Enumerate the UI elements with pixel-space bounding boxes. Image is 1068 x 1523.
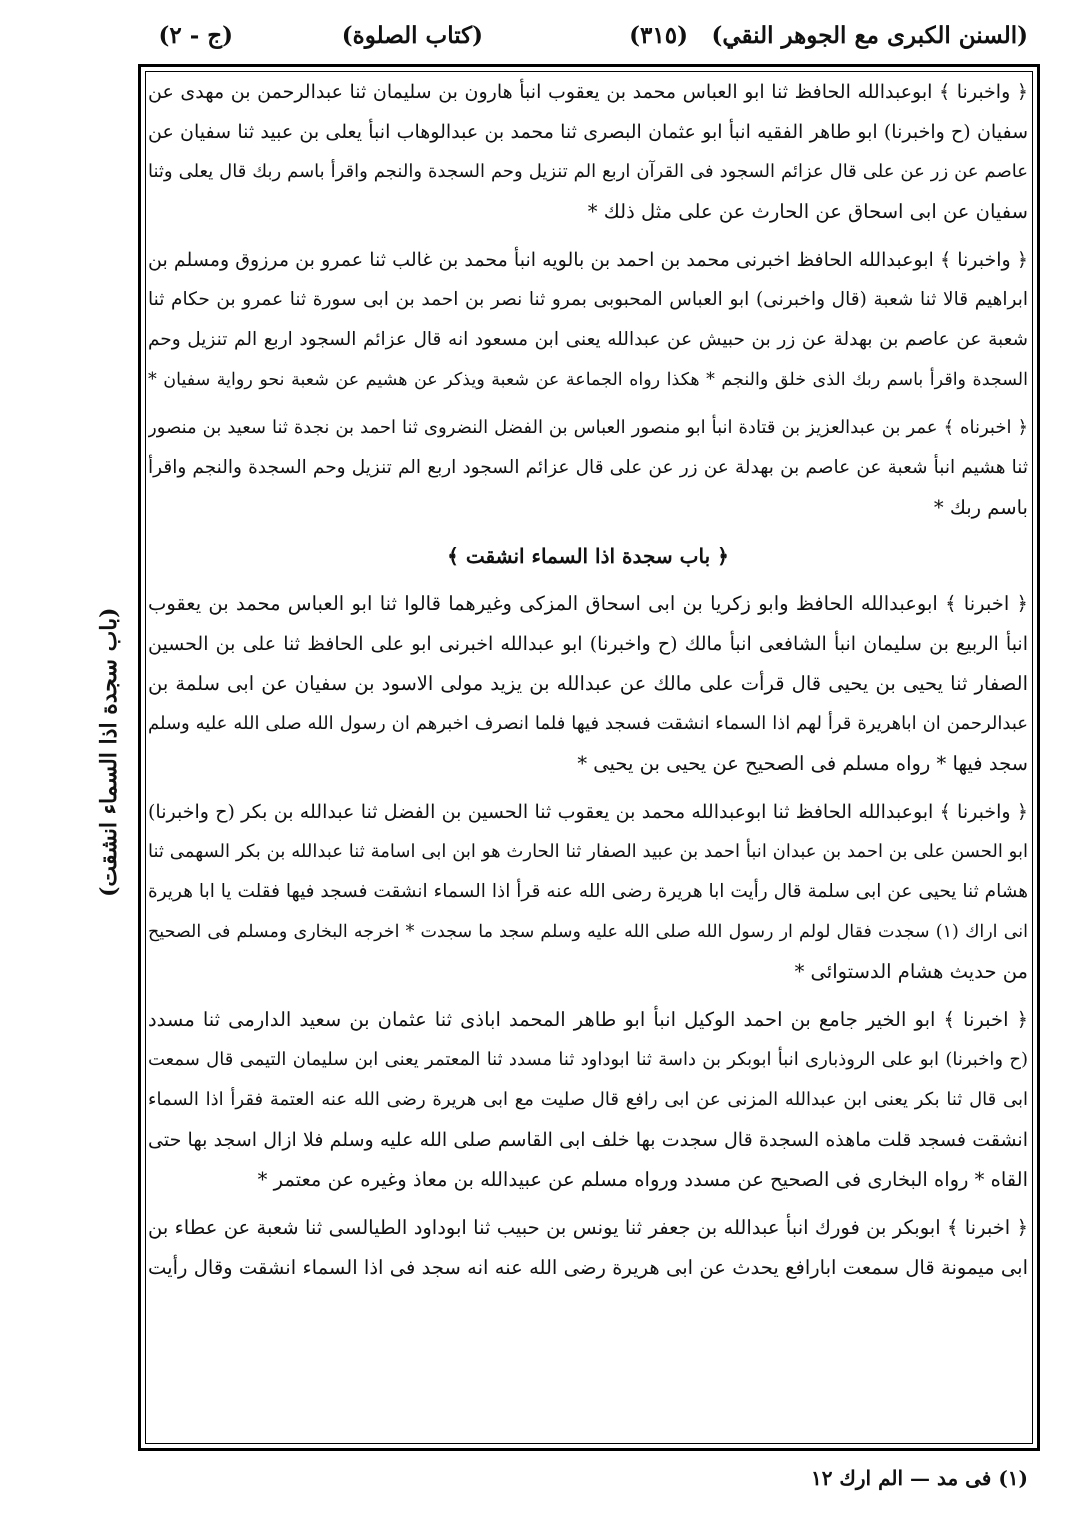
- text-line: من حديث هشام الدستوائى *: [794, 960, 1028, 983]
- text-line: عاصم عن زر عن على قال عزائم السجود فى القرآن اربع الم تنزيل وحم السجدة والنجم واقرأ باسم ربك قال يعلى وثنا: [148, 161, 1028, 182]
- volume-label: (ج - ٢): [158, 22, 233, 49]
- text-line: ابراهيم قالا ثنا شعبة (قال واخبرنى) ابو العباس المحبوبى بمرو ثنا نصر بن احمد بن ابى سورة ثنا عمرو بن حكام ثنا: [148, 289, 1028, 310]
- text-line: ابو الحسن على بن احمد بن عبدان انبأ احمد بن عبيد الصفار ثنا الحارث هو ابن ابى اسامة ثنا عبدالله بن بكر السهمى ثنا: [148, 841, 1028, 862]
- margin-chapter-note: (باب سجدة اذا السماء انشقت): [96, 607, 122, 898]
- text-line: القاه * رواه البخارى فى الصحيح عن مسدد ورواه مسلم عن عبيدالله بن معاذ وغيره عن معتمر *: [257, 1168, 1028, 1191]
- text-line: شعبة عن عاصم بن بهدلة عن زر بن حبيش عن عبدالله يعنى ابن مسعود انه قال عزائم السجود اربع الم تنزيل وحم: [148, 329, 1028, 350]
- footnote: (١) فى مد — الم ارك ١٢: [810, 1466, 1028, 1490]
- text-line: ابى قال ثنا بكر يعنى ابن عبدالله المزنى عن ابى رافع قال صليت مع ابى هريرة رضى الله عنه العتمة فقرأ اذا السماء: [148, 1089, 1028, 1110]
- text-line: ﴿ اخبرنا ﴾ ابوعبدالله الحافظ وابو زكريا بن ابى اسحاق المزكى وغيرهما قالوا ثنا ابو العباس محمد بن يعقوب: [148, 592, 1028, 615]
- text-line: ابى ميمونة قال سمعت ابارافع يحدث عن ابى هريرة رضى الله عنه انه سجد فى اذا السماء انشقت وقال رأيت: [148, 1256, 1028, 1279]
- text-line: انى اراك (١) سجدت فقال لولم ار رسول الله صلى الله عليه وسلم سجد ما سجدت * اخرجه البخارى ومسلم فى الصحيح: [148, 922, 1028, 942]
- page-number: (٣١٥): [629, 22, 688, 49]
- page-header: [128, 12, 1028, 64]
- text-line: (ح واخبرنا) ابو على الروذبارى انبأ ابوبكر بن داسة ثنا ابوداود ثنا مسدد ثنا المعتمر يعنى ابن سليمان التيمى قال سمعت: [148, 1049, 1028, 1070]
- text-line: ﴿ اخبرناه ﴾ عمر بن عبدالعزيز بن قتادة انبأ ابو منصور العباس بن الفضل النضروى ثنا احمد بن نجدة ثنا سعيد بن منصور: [148, 417, 1028, 438]
- book-name: (كتاب الصلوة): [341, 22, 483, 49]
- text-line: ثنا هشيم انبأ شعبة عن عاصم بن بهدلة عن زر عن على قال عزائم السجود اربع الم تنزيل وحم السجدة والنجم واقرأ: [148, 457, 1028, 478]
- text-line: السجدة واقرأ باسم ربك الذى خلق والنجم * هكذا رواه الجماعة عن شعبة ويذكر عن هشيم عن شعبة نحو رواية سفيان *: [148, 370, 1028, 390]
- text-line: ﴿ اخبرنا ﴾ ابوبكر بن فورك انبأ عبدالله بن جعفر ثنا يونس بن حبيب ثنا ابوداود الطيالسى ثنا شعبة عن عطاء بن: [148, 1216, 1028, 1239]
- text-line: هشام ثنا يحيى عن ابى سلمة قال رأيت ابا هريرة رضى الله عنه قرأ اذا السماء انشقت فسجد فيها فقلت يا ابا هريرة: [148, 881, 1028, 902]
- text-line: باسم ربك *: [933, 496, 1028, 519]
- text-line: انبأ الربيع بن سليمان انبأ الشافعى انبأ مالك (ح واخبرنا) ابو عبدالله اخبرنى ابو على الحافظ ثنا على بن الحسين: [148, 633, 1028, 655]
- text-line: ﴿ اخبرنا ﴾ ابو الخير جامع بن احمد الوكيل انبأ ابو طاهر المحمد اباذى ثنا عثمان بن سعيد الدارمى ثنا مسدد: [148, 1008, 1028, 1031]
- main-text: [148, 72, 1028, 1442]
- text-line: سفيان (ح واخبرنا) ابو طاهر الفقيه انبأ ابو عثمان البصرى ثنا محمد بن عبدالوهاب انبأ يعلى بن عبيد ثنا سفيان عن: [148, 121, 1028, 143]
- text-line: ﴿ واخبرنا ﴾ ابوعبدالله الحافظ اخبرنى محمد بن احمد بن بالويه انبأ محمد بن غالب ثنا عمرو بن مرزوق ومسلم بن: [148, 249, 1028, 271]
- text-line: سجد فيها * رواه مسلم فى الصحيح عن يحيى بن يحيى *: [577, 752, 1028, 775]
- text-line: عبدالرحمن ان اباهريرة قرأ لهم اذا السماء انشقت فسجد فيها فلما انصرف اخبرهم ان رسول الله صلى الله عليه وسلم: [148, 713, 1028, 734]
- running-title: (السنن الكبرى مع الجوهر النقي): [711, 22, 1028, 49]
- text-line: ﴿ واخبرنا ﴾ ابوعبدالله الحافظ ثنا ابوعبدالله محمد بن يعقوب ثنا الحسين بن الفضل ثنا عبدالله بن بكر (ح واخبرنا): [148, 801, 1028, 823]
- section-heading: ﴿ باب سجدة اذا السماء انشقت ﴾: [447, 544, 729, 568]
- text-line: سفيان عن ابى اسحاق عن الحارث عن على مثل ذلك *: [587, 200, 1028, 223]
- text-line: ﴿ واخبرنا ﴾ ابوعبدالله الحافظ ثنا ابو العباس محمد بن يعقوب انبأ هارون بن سليمان ثنا عبدالرحمن بن مهدى عن: [148, 81, 1028, 103]
- text-line: انشقت فسجد قلت ماهذه السجدة قال سجدت بها خلف ابى القاسم صلى الله عليه وسلم فلا ازال اسجد بها حتى: [148, 1129, 1028, 1151]
- text-line: الصفار ثنا يحيى بن يحيى قال قرأت على مالك عن عبدالله بن يزيد مولى الاسود بن سفيان عن ابى سلمة بن: [148, 672, 1028, 695]
